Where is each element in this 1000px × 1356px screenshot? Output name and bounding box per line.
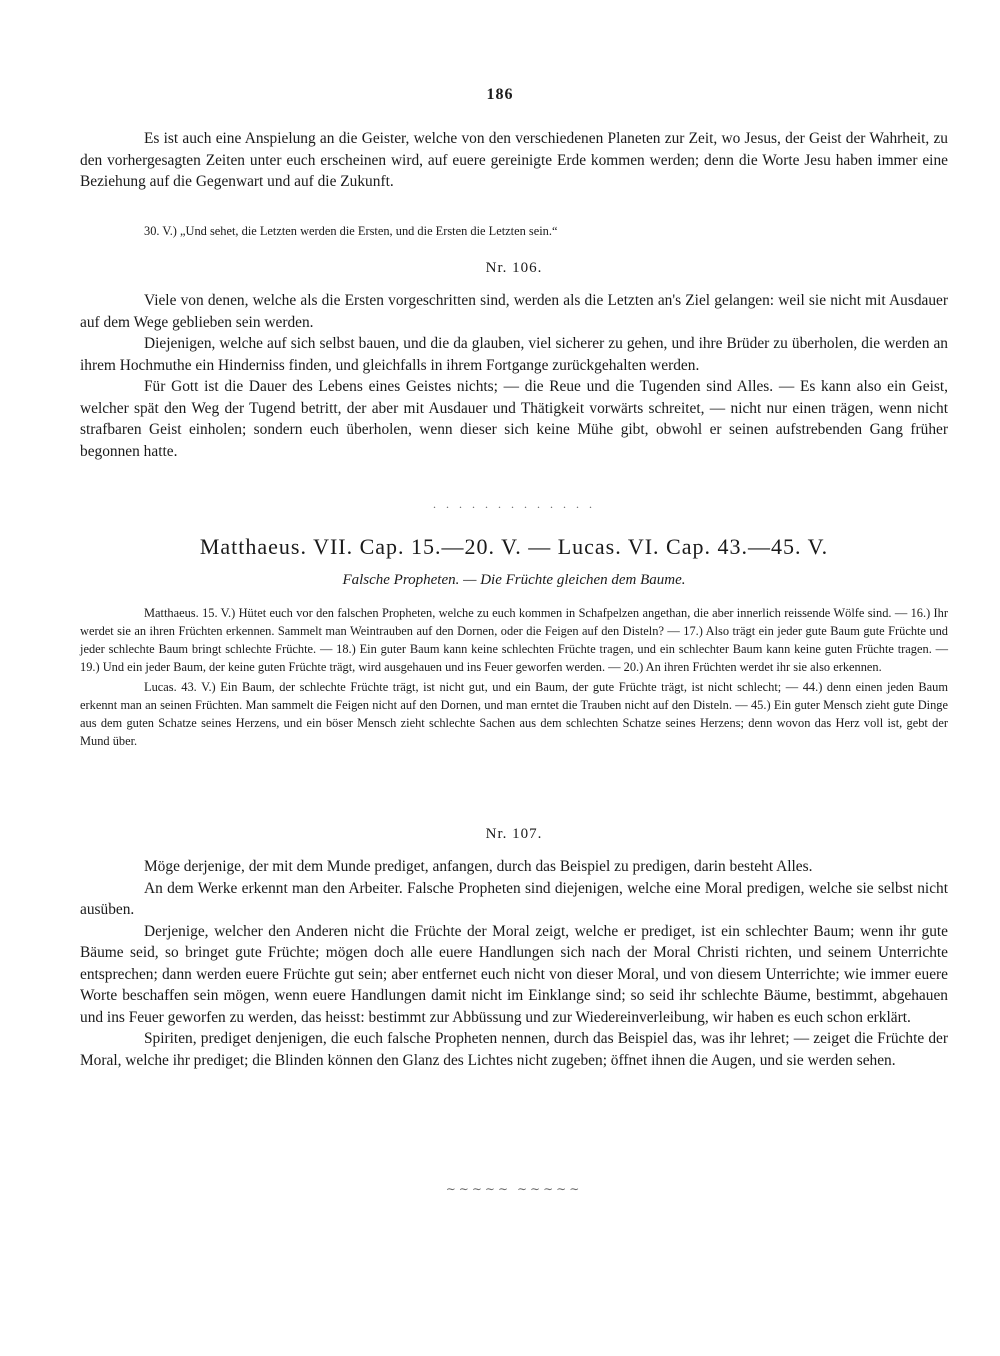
section-subtitle: Falsche Propheten. — Die Früchte gleichen dem Baume. — [342, 572, 686, 588]
section-title-nr-106: Nr. 106. — [485, 260, 543, 276]
ornament-divider: · · · · · · · · · · · · · — [432, 500, 596, 514]
verse-30-text: 30. V.) „Und sehet, die Letzten werden die Ersten, und die Ersten die Letzten sein.“ — [144, 224, 558, 238]
nr-106-paragraph-1: Viele von denen, welche als die Ersten vorgeschritten sind, werden als die Letzten an's Ziel gelangen: weil sie nicht mit Ausdauer auf dem Wege geblieben sein werden. — [80, 292, 948, 331]
nr-107-paragraph-1: Möge derjenige, der mit dem Munde prediget, anfangen, durch das Beispiel zu predigen, darin besteht Alles. — [144, 858, 813, 875]
nr-106-body — [80, 290, 948, 462]
nr-107-paragraph-2: An dem Werke erkennt man den Arbeiter. Falsche Propheten sind diejenigen, welche eine Moral predigen, welche sie selbst nicht ausüben. — [80, 879, 948, 918]
matthaeus-verses: Matthaeus. 15. V.) Hütet euch vor den falschen Propheten, welche zu euch kommen in Schafpelzen angethan, die aber innerlich reissende Wölfe sind. — 16.) Ihr werdet sie an ihren Früchten erkennen. Sammelt man Weintrauben auf den Dornen, oder die Feigen auf den Disteln? — 17.) Also trägt ein jeder gute Baum gute Früchte und jeder schlechte Baum bringt schlechte Früchte. — 18.) Ein guter Baum kann keine schlechten Früchte tragen, und ein schlechter Baum kann keine guten Früchte tragen. — 19.) Und ein jeder Baum, der keine guten Früchte trägt, wird ausgehauen und ins Feuer geworfen werden. — 20.) An ihren Früchten werdet ihr sie also erkennen. — [80, 606, 948, 674]
ornament-divider-end: ∼∼∼∼∼ ∼∼∼∼∼ — [445, 1182, 583, 1196]
nr-106-paragraph-2: Diejenigen, welche auf sich selbst bauen, und die da glauben, viel sicherer zu gehen, und ihre Brüder zu überholen, die werden an ihrem Hochmuthe ein Hinderniss finden, und gleichfalls in ihrem Fortgange zurückgehalten werden. — [80, 335, 948, 374]
nr-107-paragraph-3: Derjenige, welcher den Anderen nicht die Früchte der Moral zeigt, welche er prediget, ist ein schlechter Baum; wenn ihr gute Bäume seid, so bringet gute Früchte; mögen doch alle euere Handlungen sich nach der Moral Christi richten, und seinem Unterrichte entsprechen; dann werden euere Früchte gut sein; aber entfernet euch nicht von dieser Moral, und von diesem Unterrichte; wie immer euere Worte beschaffen sein mögen, wenn euere Handlungen damit nicht im Einklange sind; so seid ihr schlechte Bäume, bestimmt, abgehauen und ins Feuer geworfen zu werden, das heisst: bestimmt zur Abbüssung und zur Wiedereinverleibung, wir haben es euch schon erklärt. — [80, 922, 948, 1026]
lucas-verses: Lucas. 43. V.) Ein Baum, der schlechte Früchte trägt, ist nicht gut, und ein Baum, der gute Früchte trägt, ist nicht schlecht; — 44.) denn einen jeden Baum erkennt man an seinen Früchten. Man sammelt die Feigen nicht auf den Dornen, und man erntet die Trauben nicht auf den Disteln. — 45.) Ein guter Mensch zieht gute Dinge aus dem guten Schatze seines Herzens, und ein böser Mensch zieht schlechte Sachen aus dem schlechten Schatze seines Herzens; denn wovon das Herz voll ist, gebt der Mund über. — [80, 680, 948, 748]
page-number: 186 — [486, 86, 514, 103]
subtitle-block — [80, 572, 948, 589]
divider-1 — [80, 500, 948, 515]
intro-block — [80, 128, 948, 193]
section-nr-107 — [80, 826, 948, 843]
verse-30 — [80, 222, 948, 240]
intro-paragraph: Es ist auch eine Anspielung an die Geister, welche von den verschiedenen Planeten zur Zeit, wo Jesus, der Geist der Wahrheit, zu den vorhergesagten Zeiten unter euch erscheinen wird, auf euere gereinigte Erde kommen werden; denn die Worte Jesu haben immer eine Beziehung auf die Gegenwart und auf die Zukunft. — [80, 130, 948, 190]
nr-106-paragraph-3: Für Gott ist die Dauer des Lebens eines Geistes nichts; — die Reue und die Tugenden sind Alles. — Es kann also ein Geist, welcher spät den Weg der Tugend betritt, der aber mit Ausdauer und Thätigkeit vorwärts schreitet, — nicht nur einen trägen, wenn nicht strafbaren Geist einholen; sondern euch überholen, wenn dieser sich keine Mühe gibt, obwohl er seinen aufstrebenden Gang früher begonnen hatte. — [80, 378, 948, 460]
section-title-nr-107: Nr. 107. — [485, 826, 543, 842]
chapter-heading: Matthaeus. VII. Cap. 15.—20. V. — Lucas. VI. Cap. 43.—45. V. — [199, 534, 829, 559]
section-nr-106 — [80, 260, 948, 277]
nr-107-body — [80, 856, 948, 1071]
scripture-block — [80, 604, 948, 750]
divider-2 — [80, 1182, 948, 1197]
chapter-heading-block — [80, 534, 948, 560]
nr-107-paragraph-4: Spiriten, prediget denjenigen, die euch falsche Propheten nennen, durch das Beispiel das, was ihr lehret; — zeiget die Früchte der Moral, welche ihr prediget; die Blinden können den Glanz des Lichtes nicht zugeben; öffnet ihnen die Augen, und sie werden sehen. — [80, 1030, 948, 1069]
